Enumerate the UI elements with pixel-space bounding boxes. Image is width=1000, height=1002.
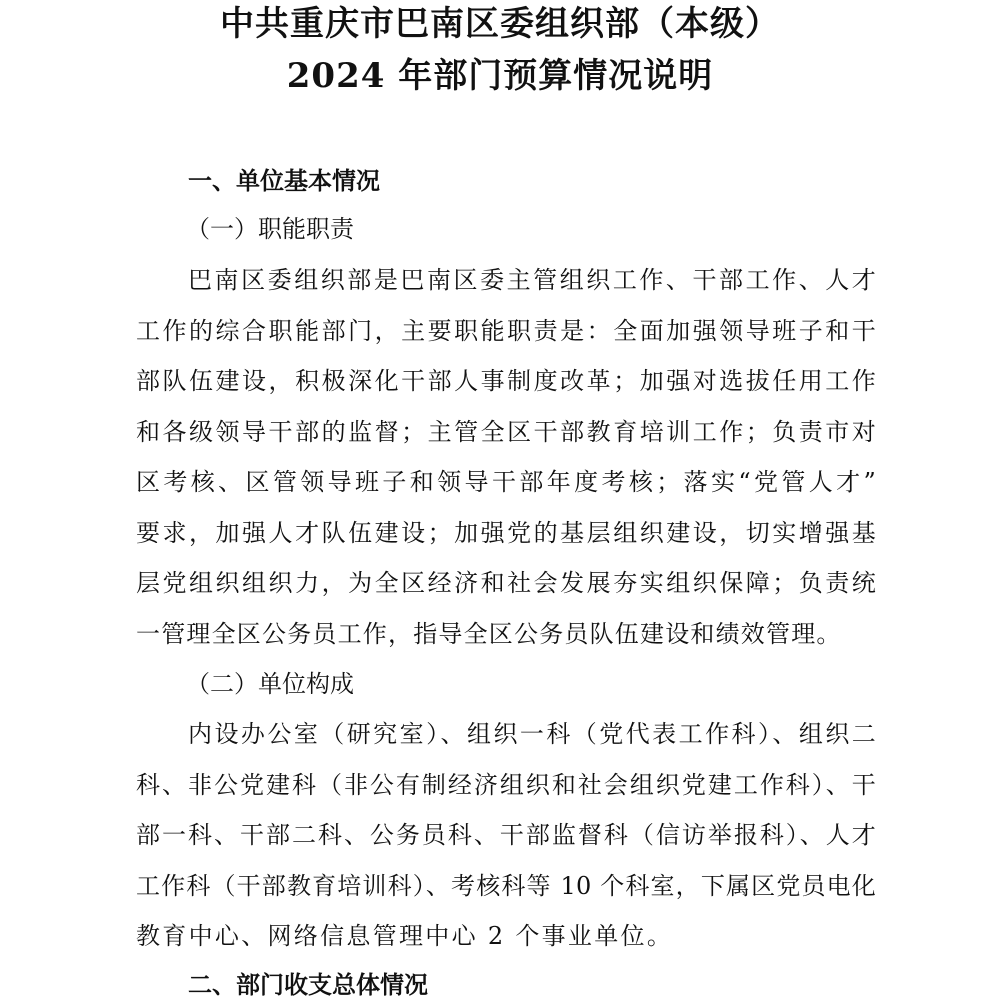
- section-heading-basic-info: 一、单位基本情况: [188, 166, 380, 195]
- document-title-line2: 2024 年部门预算情况说明: [286, 56, 714, 96]
- paragraph-line: 层党组织组织力，为全区经济和社会发展夯实组织保障；负责统: [136, 569, 876, 597]
- paragraph-composition: [136, 719, 876, 972]
- subsection-heading-functions: （一）职能职责: [186, 215, 354, 243]
- paragraph-functions: [136, 265, 876, 669]
- paragraph-line: 要求，加强人才队伍建设；加强党的基层组织建设，切实增强基: [136, 518, 876, 547]
- paragraph-line: 巴南区委组织部是巴南区委主管组织工作、干部工作、人才: [188, 266, 876, 294]
- paragraph-line: 部一科、干部二科、公务员科、干部监督科（信访举报科）、人才: [136, 821, 876, 849]
- paragraph-line: 教育中心、网络信息管理中心 2 个事业单位。: [136, 922, 674, 950]
- paragraph-line: 工作科（干部教育培训科）、考核科等 10 个科室，下属区党员电化: [136, 871, 876, 900]
- subsection-heading-composition: （二）单位构成: [186, 670, 354, 698]
- section-heading-budget-overview: 二、部门收支总体情况: [188, 970, 428, 999]
- document-title-line1: 中共重庆市巴南区委组织部（本级）: [220, 4, 780, 44]
- paragraph-line: 工作的综合职能部门，主要职能职责是：全面加强领导班子和干: [136, 316, 876, 345]
- paragraph-line: 科、非公党建科（非公有制经济组织和社会组织党建工作科）、干: [136, 770, 876, 799]
- paragraph-line: 内设办公室（研究室）、组织一科（党代表工作科）、组织二: [188, 720, 876, 748]
- paragraph-line: 区考核、区管领导班子和领导干部年度考核；落实“党管人才”: [136, 468, 876, 496]
- paragraph-line: 和各级领导干部的监督；主管全区干部教育培训工作；负责市对: [136, 417, 876, 446]
- paragraph-line: 一管理全区公务员工作，指导全区公务员队伍建设和绩效管理。: [136, 619, 842, 648]
- paragraph-line: 部队伍建设，积极深化干部人事制度改革；加强对选拔任用工作: [136, 367, 876, 395]
